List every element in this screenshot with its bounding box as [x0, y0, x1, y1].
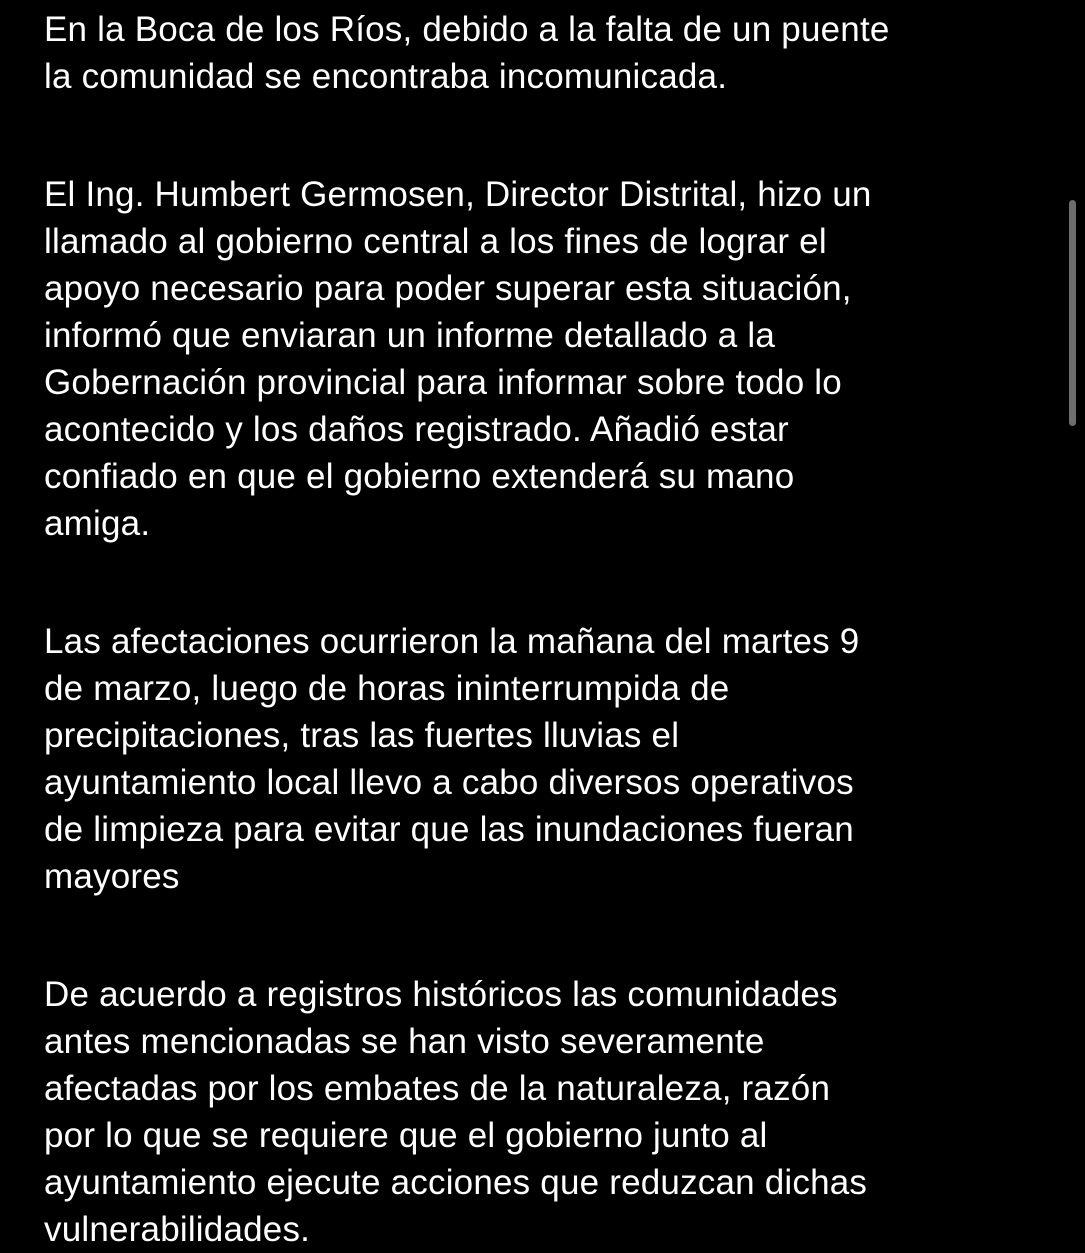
paragraph-3 — [44, 618, 1044, 900]
text-line: por lo que se requiere que el gobierno junto al — [44, 1116, 768, 1155]
text-line: de marzo, luego de horas ininterrumpida de — [44, 669, 730, 708]
text-line: acontecido y los daños registrado. Añadió estar — [44, 410, 789, 449]
text-line: afectadas por los embates de la naturaleza, razón — [44, 1069, 831, 1108]
paragraph-1 — [44, 6, 1044, 100]
text-line: De acuerdo a registros históricos las comunidades — [44, 975, 838, 1014]
text-line: precipitaciones, tras las fuertes lluvias el — [44, 716, 680, 755]
text-line: Gobernación provincial para informar sobre todo lo — [44, 363, 842, 402]
text-line: la comunidad se encontraba incomunicada. — [44, 57, 728, 96]
text-line: llamado al gobierno central a los fines de lograr el — [44, 222, 827, 261]
text-line: Las afectaciones ocurrieron la mañana del martes 9 — [44, 622, 860, 661]
text-line: mayores — [44, 857, 180, 896]
text-line: informó que enviaran un informe detallado a la — [44, 316, 776, 355]
text-line: El Ing. Humbert Germosen, Director Distrital, hizo un — [44, 175, 872, 214]
text-line: vulnerabilidades. — [44, 1210, 311, 1249]
article-body — [44, 6, 1044, 1253]
paragraph-spacer — [44, 900, 1044, 971]
text-line: En la Boca de los Ríos, debido a la falta de un puente — [44, 10, 890, 49]
text-line: antes mencionadas se han visto severamente — [44, 1022, 765, 1061]
paragraph-2 — [44, 171, 1044, 547]
text-line: ayuntamiento local llevo a cabo diversos operativos — [44, 763, 854, 802]
text-line: apoyo necesario para poder superar esta situación, — [44, 269, 852, 308]
text-line: amiga. — [44, 504, 151, 543]
paragraph-4 — [44, 971, 1044, 1253]
paragraph-spacer — [44, 547, 1044, 618]
vertical-scrollbar[interactable] — [1069, 200, 1076, 426]
text-line: ayuntamiento ejecute acciones que reduzcan dichas — [44, 1163, 868, 1202]
paragraph-spacer — [44, 100, 1044, 171]
text-line: de limpieza para evitar que las inundaciones fueran — [44, 810, 854, 849]
text-line: confiado en que el gobierno extenderá su mano — [44, 457, 795, 496]
